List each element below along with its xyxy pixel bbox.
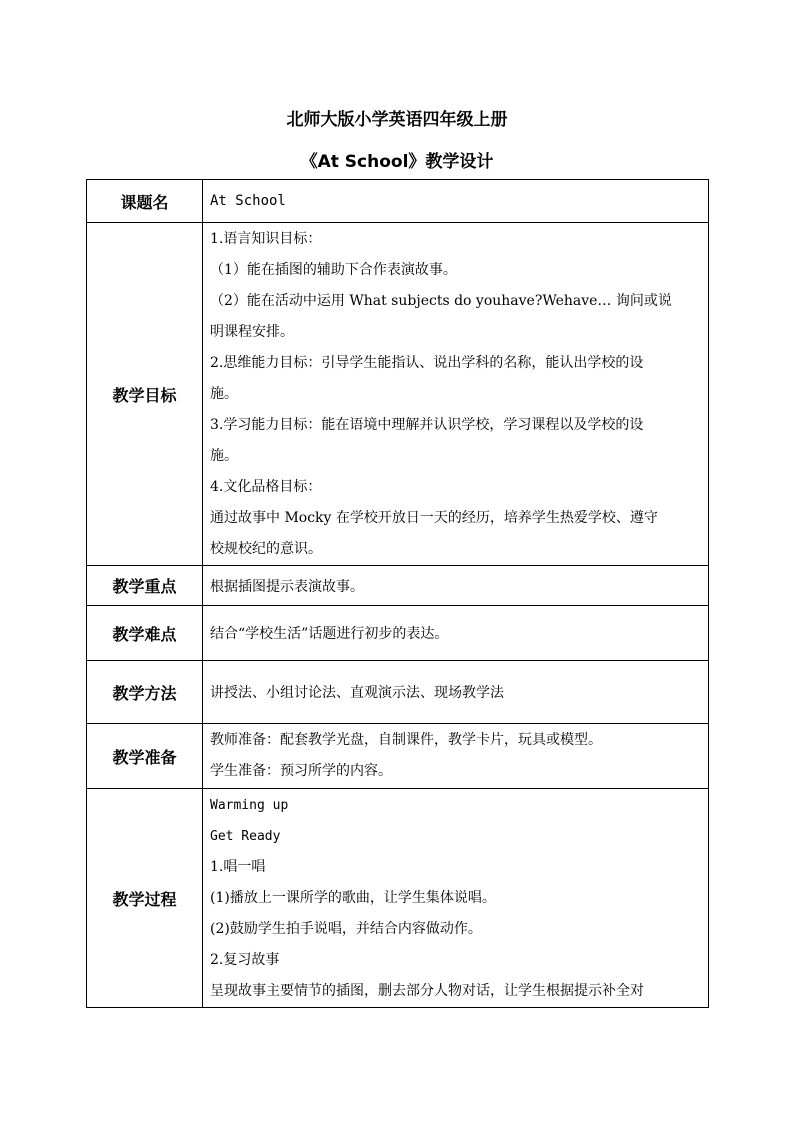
preparation-content <box>203 724 709 789</box>
row-label-difficulties: 教学难点 <box>87 606 203 661</box>
objective-line: 施。 <box>210 385 238 402</box>
objective-line: （1）能在插图的辅助下合作表演故事。 <box>210 261 457 278</box>
process-content <box>203 789 709 1008</box>
process-line: Get Ready <box>210 828 281 844</box>
objectives-content <box>203 223 709 566</box>
objective-line: 3.学习能力目标：能在语境中理解并认识学校，学习课程以及学校的设 <box>210 416 644 433</box>
table-row-methods <box>87 661 709 724</box>
process-line: Warming up <box>210 797 289 813</box>
objective-line: 通过故事中 Mocky 在学校开放日一天的经历，培养学生热爱学校、遵守 <box>210 509 658 526</box>
objective-line: 2.思维能力目标：引导学生能指认、说出学科的名称，能认出学校的设 <box>210 354 644 371</box>
table-row-topic <box>87 180 709 223</box>
table-row-difficulties <box>87 606 709 661</box>
objective-line: 明课程安排。 <box>210 323 294 340</box>
table-row-process <box>87 789 709 1008</box>
objective-line: 校规校纪的意识。 <box>210 540 322 557</box>
objective-line: 施。 <box>210 447 238 464</box>
process-line: 呈现故事主要情节的插图，删去部分人物对话，让学生根据提示补全对 <box>210 982 644 999</box>
objective-line: 1.语言知识目标： <box>210 230 322 247</box>
process-line: (2)鼓励学生拍手说唱，并结合内容做动作。 <box>210 920 482 937</box>
preparation-line: 教师准备：配套教学光盘，自制课件，教学卡片，玩具或模型。 <box>210 732 602 748</box>
methods-value: 讲授法、小组讨论法、直观演示法、现场教学法 <box>203 661 709 724</box>
preparation-line: 学生准备：预习所学的内容。 <box>210 763 392 779</box>
document-title: 北师大版小学英语四年级上册 <box>286 110 508 130</box>
row-label-key-points: 教学重点 <box>87 566 203 606</box>
row-label-objectives: 教学目标 <box>87 223 203 566</box>
document-subtitle: 《At School》教学设计 <box>300 152 494 172</box>
table-row-objectives <box>87 223 709 566</box>
key-points-value: 根据插图提示表演故事。 <box>203 566 709 606</box>
process-line: (1)播放上一课所学的歌曲，让学生集体说唱。 <box>210 889 496 906</box>
process-line: 2.复习故事 <box>210 951 280 968</box>
process-line: 1.唱一唱 <box>210 858 266 875</box>
table-row-preparation <box>87 724 709 789</box>
topic-value: At School <box>203 180 709 223</box>
row-label-methods: 教学方法 <box>87 661 203 724</box>
row-label-topic: 课题名 <box>87 180 203 223</box>
difficulties-value: 结合“学校生活”话题进行初步的表达。 <box>203 606 709 661</box>
table-row-key-points <box>87 566 709 606</box>
objective-line: 4.文化品格目标： <box>210 478 322 495</box>
objective-line: （2）能在活动中运用 What subjects do youhave?Wehave… 询问或说 <box>210 292 672 309</box>
lesson-plan-table <box>86 179 709 1008</box>
row-label-process: 教学过程 <box>87 789 203 1008</box>
row-label-preparation: 教学准备 <box>87 724 203 789</box>
